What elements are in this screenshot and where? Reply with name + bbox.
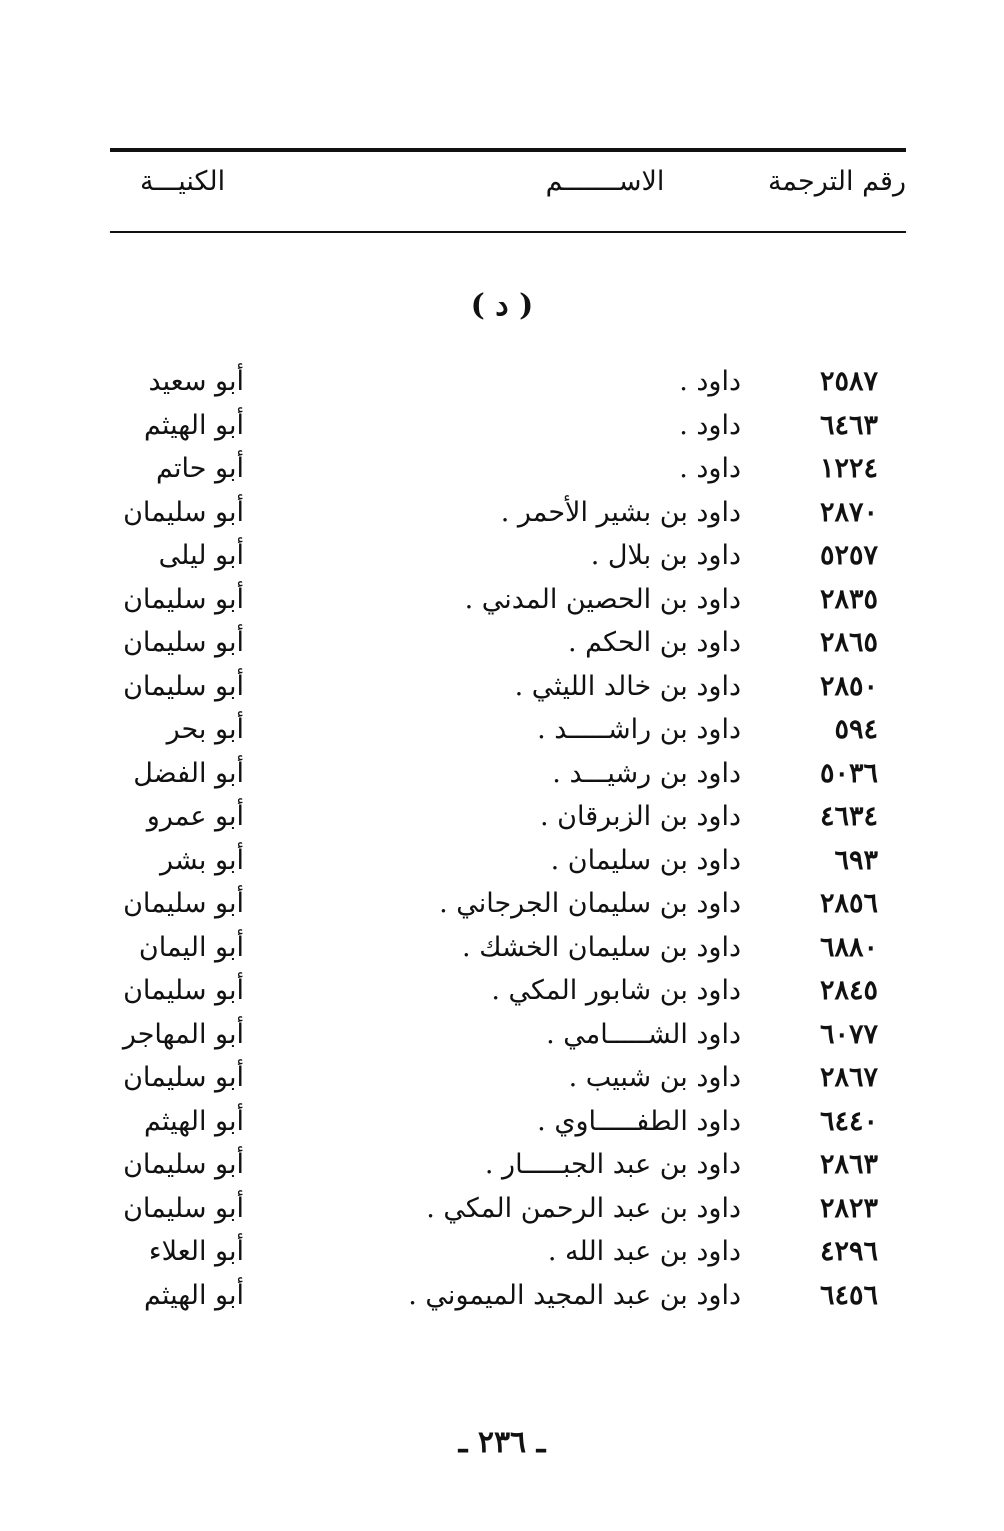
entry-kunya: أبو سليمان (123, 627, 244, 658)
section-letter: ( د ) (470, 288, 534, 323)
entry-name: داود بن سليمان الخشك . (462, 931, 741, 963)
entry-number: ٥٢٥٧ (819, 540, 878, 571)
entry-number: ٢٨٢٣ (819, 1192, 878, 1224)
entry-name: داود بن سليمان الجرجاني . (439, 888, 741, 919)
entry-number: ٢٨٥٦ (819, 888, 878, 919)
entry-number: ٢٨٦٧ (819, 1062, 878, 1093)
table-row (110, 926, 906, 970)
entry-kunya: أبو الهيثم (144, 409, 244, 441)
header-name-label: الاســـــــم (545, 166, 665, 197)
entry-number: ٢٨٧٠ (819, 496, 878, 528)
entry-number: ٦٤٥٦ (819, 1279, 878, 1311)
entry-number: ٢٨٦٥ (819, 627, 878, 658)
entry-name: داود بن عبد المجيد الميموني . (408, 1279, 741, 1311)
entry-number: ٢٨٣٥ (819, 583, 878, 615)
entry-name: داود بن راشـــــد . (537, 714, 741, 745)
entry-kunya: أبو سليمان (123, 583, 244, 615)
table-row (110, 1013, 906, 1057)
entry-number: ٦٤٤٠ (819, 1105, 878, 1137)
table-row (110, 491, 906, 535)
entry-kunya: أبو سليمان (123, 888, 244, 919)
entry-kunya: أبو بشر (159, 844, 244, 876)
entry-kunya: أبو الهيثم (144, 1105, 244, 1137)
entry-kunya: أبو حاتم (156, 453, 244, 484)
table-row (110, 1230, 906, 1274)
entry-name: داود بن بلال . (590, 540, 741, 571)
table-row (110, 969, 906, 1013)
page-number: ـ ٢٣٦ ـ (458, 1425, 546, 1460)
table-row (110, 1187, 906, 1231)
entry-kunya: أبو ليلى (158, 540, 244, 571)
entry-number: ٤٦٣٤ (819, 801, 878, 832)
entry-number: ٢٨٤٥ (819, 975, 878, 1006)
entry-name: داود . (679, 453, 741, 484)
entry-name: داود بن بشير الأحمر . (500, 496, 741, 528)
entry-kunya: أبو الهيثم (144, 1279, 244, 1311)
table-row (110, 882, 906, 926)
entry-name: داود بن شابور المكي . (491, 975, 741, 1006)
header-number-label: رقم الترجمة (767, 166, 906, 197)
table-row (110, 621, 906, 665)
entry-kunya: أبو المهاجر (122, 1018, 244, 1050)
entry-name: داود بن شبيب . (568, 1062, 741, 1093)
table-row (110, 578, 906, 622)
entry-name: داود بن خالد الليثي . (514, 670, 741, 702)
entry-number: ٦٤٦٣ (819, 409, 878, 441)
table-row (110, 795, 906, 839)
table-row (110, 708, 906, 752)
entry-name: داود بن سليمان . (550, 844, 741, 876)
entry-name: داود بن الحكم . (567, 627, 741, 658)
entry-kunya: أبو عمرو (146, 801, 244, 832)
table-header (110, 162, 906, 212)
entries-list (110, 360, 906, 1317)
entry-number: ٢٨٦٣ (819, 1149, 878, 1180)
entry-kunya: أبو الفضل (133, 757, 244, 789)
entry-name: داود الشـــــامي . (546, 1018, 741, 1050)
table-row (110, 665, 906, 709)
entry-kunya: أبو سعيد (148, 366, 244, 397)
entry-name: داود بن عبد الله . (547, 1236, 741, 1267)
entry-kunya: أبو العلاء (148, 1236, 244, 1267)
entry-name: داود . (679, 366, 741, 397)
entry-kunya: أبو سليمان (123, 1062, 244, 1093)
entry-name: داود . (679, 409, 741, 441)
table-row (110, 360, 906, 404)
table-row (110, 1143, 906, 1187)
entry-number: ٤٢٩٦ (819, 1236, 878, 1267)
entry-kunya: أبو اليمان (138, 931, 244, 963)
header-bottom-rule (110, 231, 906, 233)
entry-kunya: أبو سليمان (123, 1149, 244, 1180)
entry-number: ١٢٢٤ (819, 453, 878, 484)
entry-name: داود بن عبد الرحمن المكي . (426, 1192, 741, 1224)
entry-kunya: أبو سليمان (123, 670, 244, 702)
entry-name: داود بن الزبرقان . (540, 801, 741, 832)
entry-kunya: أبو سليمان (123, 1192, 244, 1224)
entry-name: داود بن عبد الجبـــــار . (484, 1149, 741, 1180)
entry-number: ٥٠٣٦ (819, 757, 878, 789)
entry-number: ٦٠٧٧ (819, 1018, 878, 1050)
table-row (110, 1274, 906, 1318)
entry-name: داود بن الحصين المدني . (464, 583, 741, 615)
table-row (110, 1056, 906, 1100)
entry-number: ٢٥٨٧ (819, 366, 878, 397)
entry-number: ٢٨٥٠ (819, 670, 878, 702)
entry-kunya: أبو بحر (166, 714, 244, 745)
table-row (110, 1100, 906, 1144)
entry-kunya: أبو سليمان (123, 496, 244, 528)
entry-number: ٦٨٨٠ (819, 931, 878, 963)
entry-name: داود الطفـــــاوي . (537, 1105, 741, 1137)
table-row (110, 447, 906, 491)
table-row (110, 404, 906, 448)
entry-kunya: أبو سليمان (123, 975, 244, 1006)
table-row (110, 839, 906, 883)
table-row (110, 534, 906, 578)
header-kunya-label: الكنيـــة (140, 166, 226, 197)
table-row (110, 752, 906, 796)
header-top-rule (110, 148, 906, 152)
entry-number: ٦٩٣ (834, 844, 878, 876)
entry-name: داود بن رشيـــد . (552, 757, 741, 789)
entry-number: ٥٩٤ (834, 714, 878, 745)
